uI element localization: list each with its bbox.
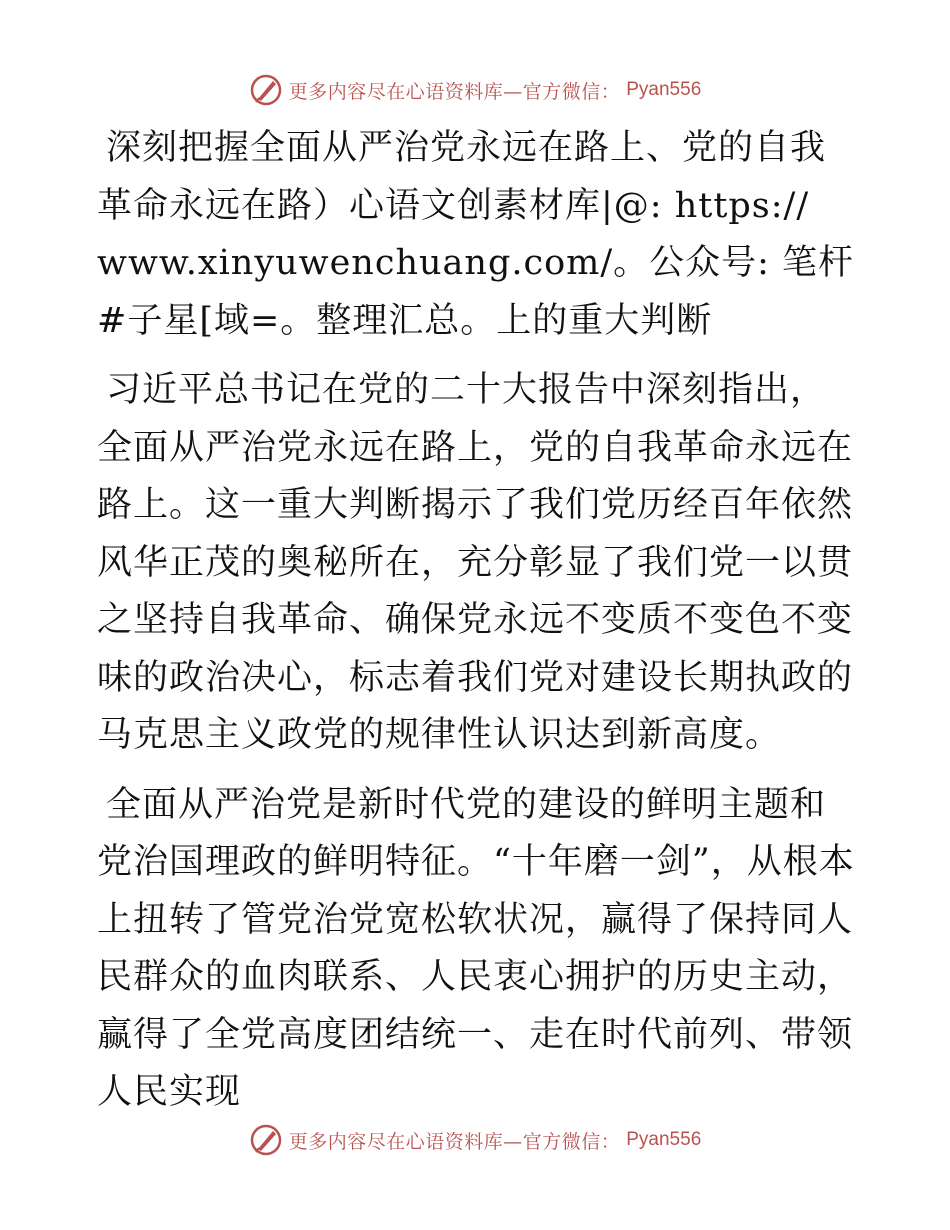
document-body [97,120,857,1134]
watermark-wechat-id: Pyan556 [626,1129,702,1150]
paragraph-title: 深刻把握全面从严治党永远在路上、党的自我革命永远在路）心语文创素材库|@: https:// www.xinyuwenchuang.com/。公众号: 笔杆#子星[域=。整理汇总。上的重大判断 [97,128,855,341]
quill-pen-icon [249,73,283,107]
paragraph: 全面从严治党是新时代党的建设的鲜明主题和党治国理政的鲜明特征。“十年磨一剑”，从根本上扭转了管党治党宽松软状况，赢得了保持同人民群众的血肉联系、人民衷心拥护的历史主动，赢得了全党高度团结统一、走在时代前列、带领人民实现 [97,784,855,1112]
footer-watermark [0,1120,950,1160]
paragraph: 习近平总书记在党的二十大报告中深刻指出，全面从严治党永远在路上，党的自我革命永远在路上。这一重大判断揭示了我们党历经百年依然风华正茂的奥秘所在，充分彰显了我们党一以贯之坚持自我革命、确保党永远不变质不变色不变味的政治决心，标志着我们党对建设长期执政的马克思主义政党的规律性认识达到新高度。 [97,370,854,755]
header-watermark [0,70,950,110]
watermark-wechat-id: Pyan556 [626,79,702,100]
quill-pen-icon [249,1123,283,1157]
watermark-text: 更多内容尽在心语资料库—官方微信： [288,1130,621,1153]
watermark-text: 更多内容尽在心语资料库—官方微信： [288,80,621,103]
